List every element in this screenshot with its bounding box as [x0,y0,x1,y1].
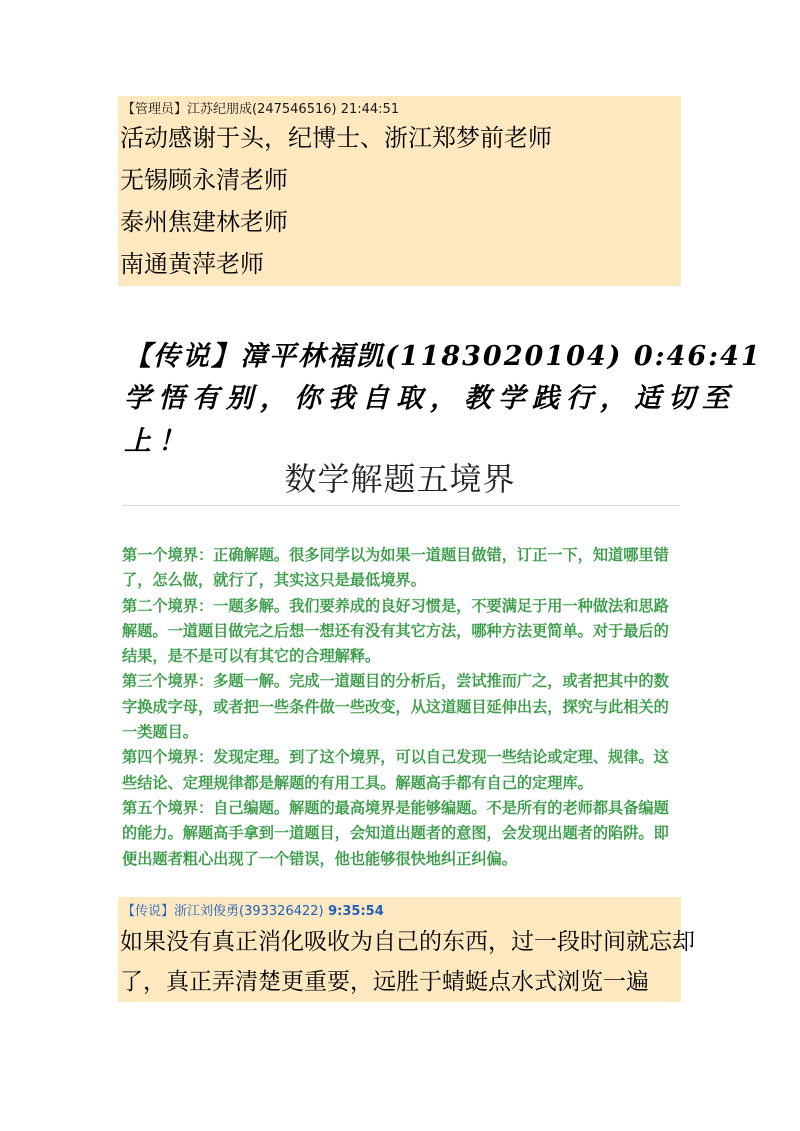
admin-message-line: 南通黄萍老师 [120,250,264,278]
article-paragraph: 第三个境界：多题一解。完成一道题目的分析后，尝试推而广之，或者把其中的数字换成字母，或者把一些条件做一些改变，从这道题目延伸出去，探究与此相关的一类题目。 [122,672,669,742]
article-title: 数学解题五境界 [284,460,516,498]
article-paragraph: 第五个境界：自己编题。解题的最高境界是能够编题。不是所有的老师都具备编题的能力。解题高手拿到一道题目，会知道出题者的意图，会发现出题者的陷阱。即便出题者粗心出现了一个错误，他也能够很快地纠正纠偏。 [122,798,669,868]
legend-message-line: 上！ [124,426,192,457]
admin-message-header: 【管理员】江苏纪朋成(247546516) 21:44:51 [122,102,400,117]
divider [122,505,680,506]
legend-message-2-line: 了，真正弄清楚更重要，远胜于蜻蜓点水式浏览一遍 [120,969,649,995]
sender-name: 浙江刘俊勇(393326422) [174,904,324,919]
legend-message-header: 【传说】漳平林福凯(1183020104) 0:46:41 [124,341,762,372]
admin-message-line: 泰州焦建林老师 [120,208,288,236]
admin-message [118,96,681,286]
admin-message-line: 活动感谢于头，纪博士、浙江郑梦前老师 [120,124,552,152]
article-paragraph: 第四个境界：发现定理。到了这个境界，可以自己发现一些结论或定理、规律。这些结论、定理规律都是解题的有用工具。解题高手都有自己的定理库。 [122,748,669,792]
admin-message-line: 无锡顾永清老师 [120,166,288,194]
article-body [122,543,682,872]
message-time: 9:35:54 [323,904,384,919]
legend-message-2-header [122,900,384,919]
legend-message-2-line: 如果没有真正消化吸收为自己的东西，过一段时间就忘却 [120,929,695,955]
article-paragraph: 第二个境界：一题多解。我们要养成的良好习惯是，不要满足于用一种做法和思路解题。一道题目做完之后想一想还有没有其它方法，哪种方法更简单。对于最后的结果，是不是可以有其它的合理解释。 [122,596,669,666]
article-paragraph: 第一个境界：正确解题。很多同学以为如果一道题目做错，订正一下，知道哪里错了，怎么做，就行了，其实这只是最低境界。 [122,546,669,590]
sender-tag: 【传说】 [122,904,175,919]
legend-message-line: 学悟有别，你我自取，教学践行，适切至 [124,383,736,414]
legend-message-2 [118,897,695,1002]
